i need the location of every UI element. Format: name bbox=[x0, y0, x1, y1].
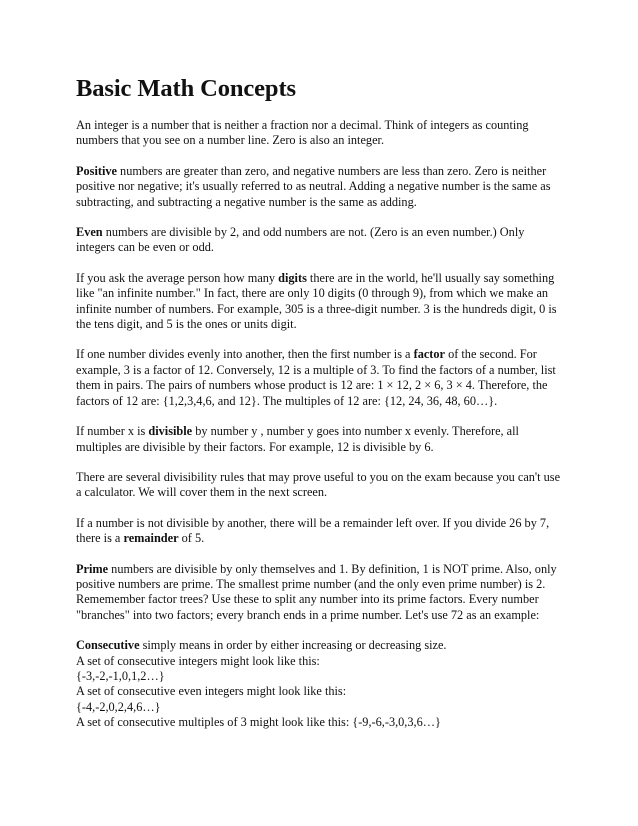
paragraph-divisible-pre: If number x is bbox=[76, 424, 149, 439]
term-digits: digits bbox=[278, 270, 307, 285]
paragraph-integer-text: An integer is a number that is neither a fraction nor a decimal. Think of integers as counting numbers that you see on a number line. Zero is also an integer. bbox=[76, 118, 529, 148]
paragraph-digits-text: there are in the world, he'll usually say something like "an infinite number." In fact, there are only 10 digits (0 through 9), from which we make an infinite number of numbers. For example, 305 is a three-digit number. 3 is the hundreds digit, 0 is the tens digit, and 5 is the ones or units digit. bbox=[76, 270, 557, 332]
term-remainder: remainder bbox=[123, 531, 179, 546]
paragraph-divisibility-rules-text: There are several divisibility rules that may prove useful to you on the exam because you can't use a calculator. We will cover them in the next screen. bbox=[76, 469, 561, 500]
paragraph-divisible bbox=[76, 424, 566, 455]
term-divisible: divisible bbox=[148, 424, 193, 439]
paragraph-even bbox=[76, 225, 566, 256]
paragraph-divisible-text: by number y , number y goes into number x evenly. Therefore, all multiples are divisible by their factors. For example, 12 is divisible by 6. bbox=[76, 424, 519, 454]
consecutive-line: {-3,-2,-1,0,1,2…} bbox=[76, 668, 165, 683]
term-even: Even bbox=[76, 225, 103, 240]
paragraph-remainder-text: of 5. bbox=[178, 531, 205, 546]
paragraph-positive bbox=[76, 164, 566, 210]
paragraph-factor bbox=[76, 347, 566, 409]
term-factor: factor bbox=[413, 347, 445, 362]
paragraph-consecutive-text: simply means in order by either increasing or decreasing size. bbox=[139, 638, 447, 653]
paragraph-digits bbox=[76, 271, 566, 333]
paragraph-digits-pre: If you ask the average person how many bbox=[76, 270, 279, 285]
paragraph-positive-text: numbers are greater than zero, and negative numbers are less than zero. Zero is neither positive nor negative; it's usually referred to as neutral. Adding a negative number is the same as subtracting, and subtracting a negative number is the same as adding. bbox=[76, 163, 551, 209]
paragraph-even-text: numbers are divisible by 2, and odd numbers are not. (Zero is an even number.) Only integers can be even or odd. bbox=[76, 225, 525, 255]
paragraph-remainder-pre: If a number is not divisible by another, there will be a remainder left over. If you divide 26 by 7, there is a bbox=[76, 515, 550, 546]
consecutive-line: A set of consecutive multiples of 3 might look like this: {-9,-6,-3,0,3,6…} bbox=[76, 715, 441, 730]
paragraph-remainder bbox=[76, 516, 566, 547]
paragraph-integer bbox=[76, 118, 566, 149]
page-title: Basic Math Concepts bbox=[76, 75, 296, 102]
paragraph-prime-text: numbers are divisible by only themselves and 1. By definition, 1 is NOT prime. Also, only positive numbers are prime. The smallest prime number (and the only even prime number) is 2. Rememember factor trees? Use these to split any number into its prime factors. Every number "branches" into two factors; every branch ends in a prime number. Let's use 72 as an example: bbox=[76, 561, 557, 622]
term-positive: Positive bbox=[76, 163, 117, 178]
term-prime: Prime bbox=[76, 561, 109, 576]
consecutive-line: A set of consecutive integers might look like this: bbox=[76, 653, 320, 668]
paragraph-factor-pre: If one number divides evenly into another, then the first number is a bbox=[76, 347, 414, 362]
paragraph-consecutive bbox=[76, 638, 566, 730]
paragraph-factor-text: of the second. For example, 3 is a factor of 12. Conversely, 12 is a multiple of 3. To find the factors of a number, list them in pairs. The pairs of numbers whose product is 12 are: 1 × 12, 2 × 6, 3 × 4. Therefore, the factors of 12 are: {1,2,3,4,6, and 12}. The multiples of 12 are: {12, 24, 36, 48, 60…}. bbox=[76, 347, 556, 408]
consecutive-first-line bbox=[76, 638, 566, 653]
term-consecutive: Consecutive bbox=[76, 638, 140, 653]
paragraph-prime bbox=[76, 562, 566, 624]
paragraph-divisibility-rules bbox=[76, 470, 566, 501]
consecutive-line: A set of consecutive even integers might look like this: bbox=[76, 684, 347, 699]
consecutive-line: {-4,-2,0,2,4,6…} bbox=[76, 699, 161, 714]
document-page bbox=[76, 74, 566, 731]
